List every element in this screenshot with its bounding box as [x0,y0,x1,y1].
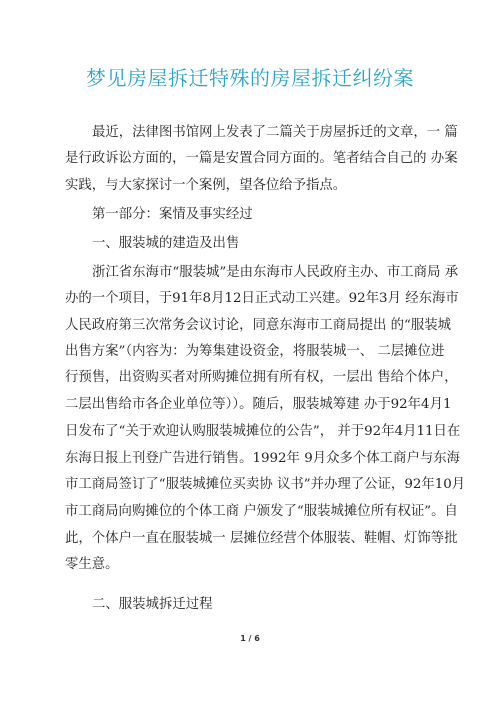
body-line: 出售方案”（内容为：为筹集建设资金，将服装城一、 二层摊位进 [65,344,445,359]
body-line: 人民政府第三次常务会议讨论，同意东海市工商局提出 的“服装城 [65,318,452,333]
body-line: 行预售，出资购买者对所购摊位拥有所有权，一层出 售给个体户， [65,370,458,385]
body-line: 东海日报上刊登广告进行销售。1992年 9月众多个体工商户与东海 [65,451,461,466]
body-line: 浙江省东海市“服装城”是由东海市人民政府主办、市工商局 承 [92,265,459,280]
body-line: 实践，与大家探讨一个案例，望各位给予指点。 [65,178,347,193]
body-line: 二层出售给市各企业单位等））。随后，服装城筹建 办于92年4月1 [65,397,452,412]
body-line: 零生意。 [65,557,119,572]
subsection-heading: 二、服装城拆迁过程 [92,597,213,612]
section-heading: 第一部分：案情及事实经过 [92,207,253,222]
body-line: 此，个体户一直在服装城一 层摊位经营个体服装、鞋帽、灯饰等批 [65,531,458,546]
body-line: 办的一个项目，于91年8月12日正式动工兴建。92年3月 经东海市 [65,291,459,306]
subsection-heading: 一、服装城的建造及出售 [92,236,240,251]
body-line: 是行政诉讼方面的，一篇是安置合同方面的。笔者结合自己的 办案 [65,151,458,166]
body-line: 最近，法律图书馆网上发表了二篇关于房屋拆迁的文章，一 篇 [92,125,458,140]
body-line: 市工商局签订了“服装城摊位买卖协 议书”并办理了公证，92年10月 [65,477,466,492]
document-title: 梦见房屋拆迁特殊的房屋拆迁纠纷案 [86,66,414,90]
body-line: 市工商局向购摊位的个体工商 户颁发了“服装城摊位所有权证”。自 [65,504,458,519]
page-indicator: 1 / 6 [240,634,260,643]
body-line: 日发布了“关于欢迎认购服装城摊位的公告”， 并于92年4月11日在 [65,424,461,439]
